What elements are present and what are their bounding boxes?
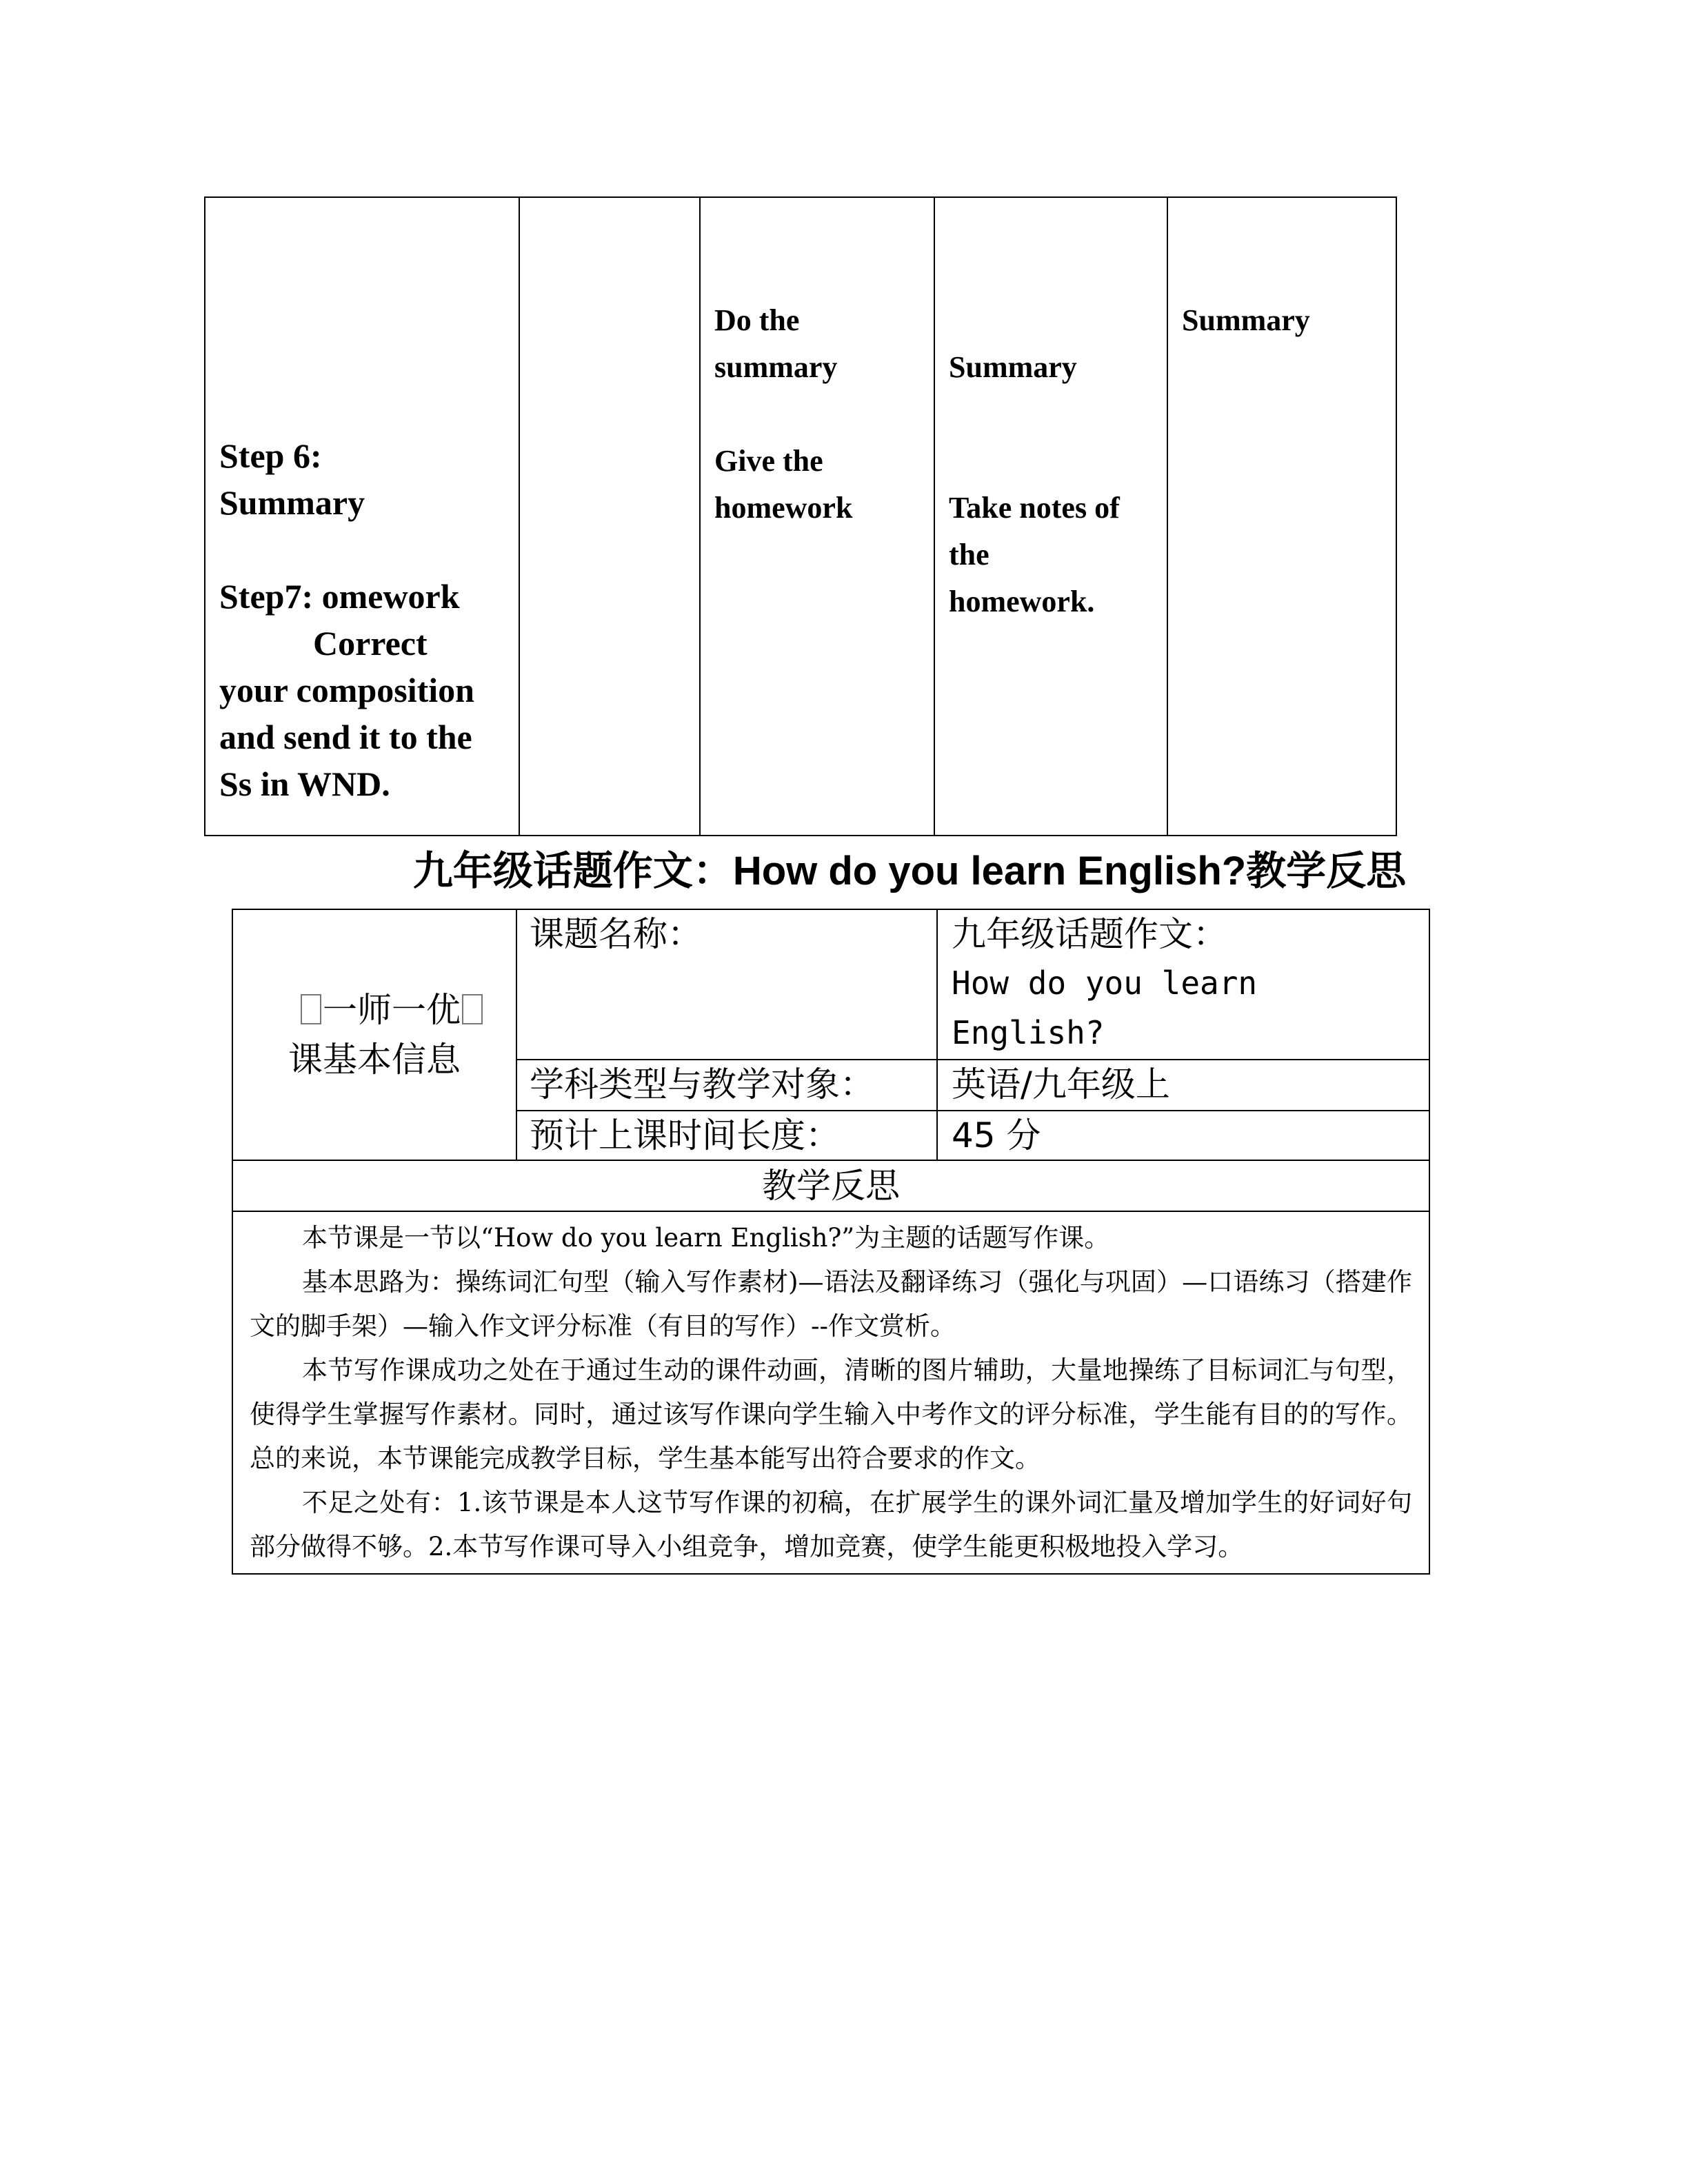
duration-key: 预计上课时间长度： <box>516 1111 937 1160</box>
purpose-line1: Summary <box>1182 303 1310 337</box>
teacher-activity-cell <box>700 197 934 836</box>
table-row <box>232 909 1429 1060</box>
step7-line2: your composition <box>219 671 474 709</box>
student-line4: homework. <box>949 585 1095 618</box>
empty-column-cell <box>519 197 700 836</box>
student-line3: the <box>949 538 989 572</box>
teacher-line2: summary <box>714 350 838 384</box>
lesson-steps-table <box>204 196 1397 836</box>
info-label-cell <box>232 909 516 1160</box>
purpose-cell <box>1167 197 1396 836</box>
reflection-paragraph: 基本思路为：操练词汇句型（输入写作素材)—语法及翻译练习（强化与巩固）—口语练习（搭建作文的脚手架）—输入作文评分标准（有目的写作）--作文赏析。 <box>250 1267 1412 1341</box>
student-line1: Summary <box>949 350 1077 384</box>
steps-column-cell <box>205 197 519 836</box>
step6-title: Summary <box>219 483 365 522</box>
student-line2: Take notes of <box>949 491 1120 525</box>
info-label-line2: 课基本信息 <box>288 1040 461 1080</box>
step6-label: Step 6: <box>219 436 322 475</box>
subject-value: 英语/九年级上 <box>937 1060 1429 1111</box>
table-row <box>205 197 1396 836</box>
step7-label: Step7: omework <box>219 577 460 616</box>
course-name-line3: English? <box>952 1014 1105 1051</box>
teacher-line1: Do the <box>714 303 800 337</box>
reflection-body <box>232 1211 1429 1574</box>
teacher-line4: homework <box>714 491 853 525</box>
reflection-heading: 教学反思 <box>232 1160 1429 1211</box>
student-activity-cell <box>934 197 1167 836</box>
table-row <box>232 1211 1429 1574</box>
course-name-key: 课题名称： <box>516 909 937 1060</box>
course-name-line2: How do you learn <box>952 964 1258 1002</box>
page-title: 九年级话题作文：How do you learn English?教学反思 <box>412 849 1407 893</box>
duration-value: 45 分 <box>937 1111 1429 1160</box>
reflection-paragraph: 不足之处有：1.该节课是本人这节写作课的初稿，在扩展学生的课外词汇量及增加学生的好词好句部分做得不够。2.本节写作课可导入小组竞争，增加竞赛，使学生能更积极地投入学习。 <box>250 1488 1412 1561</box>
reflection-paragraph: 本节课是一节以“How do you learn English?”为主题的话题写作课。 <box>302 1223 1110 1253</box>
lesson-info-table <box>232 909 1430 1575</box>
step7-line1: Correct <box>313 624 428 663</box>
table-row <box>232 1160 1429 1211</box>
info-label-line1: 一师一优 <box>323 990 461 1030</box>
course-name-value <box>937 909 1429 1060</box>
course-name-line1: 九年级话题作文： <box>952 914 1227 954</box>
reflection-paragraph: 本节写作课成功之处在于通过生动的课件动画，清晰的图片辅助，大量地操练了目标词汇与句型，使得学生掌握写作素材。同时，通过该写作课向学生输入中考作文的评分标准，学生能有目的的写作。总的来说，本节课能完成教学目标，学生基本能写出符合要求的作文。 <box>250 1355 1412 1473</box>
subject-key: 学科类型与教学对象： <box>516 1060 937 1111</box>
step7-line4: Ss in WND. <box>219 765 390 803</box>
missing-glyph-icon <box>462 994 483 1024</box>
missing-glyph-icon <box>301 994 321 1024</box>
step7-line3: and send it to the <box>219 718 472 756</box>
teacher-line3: Give the <box>714 444 823 478</box>
